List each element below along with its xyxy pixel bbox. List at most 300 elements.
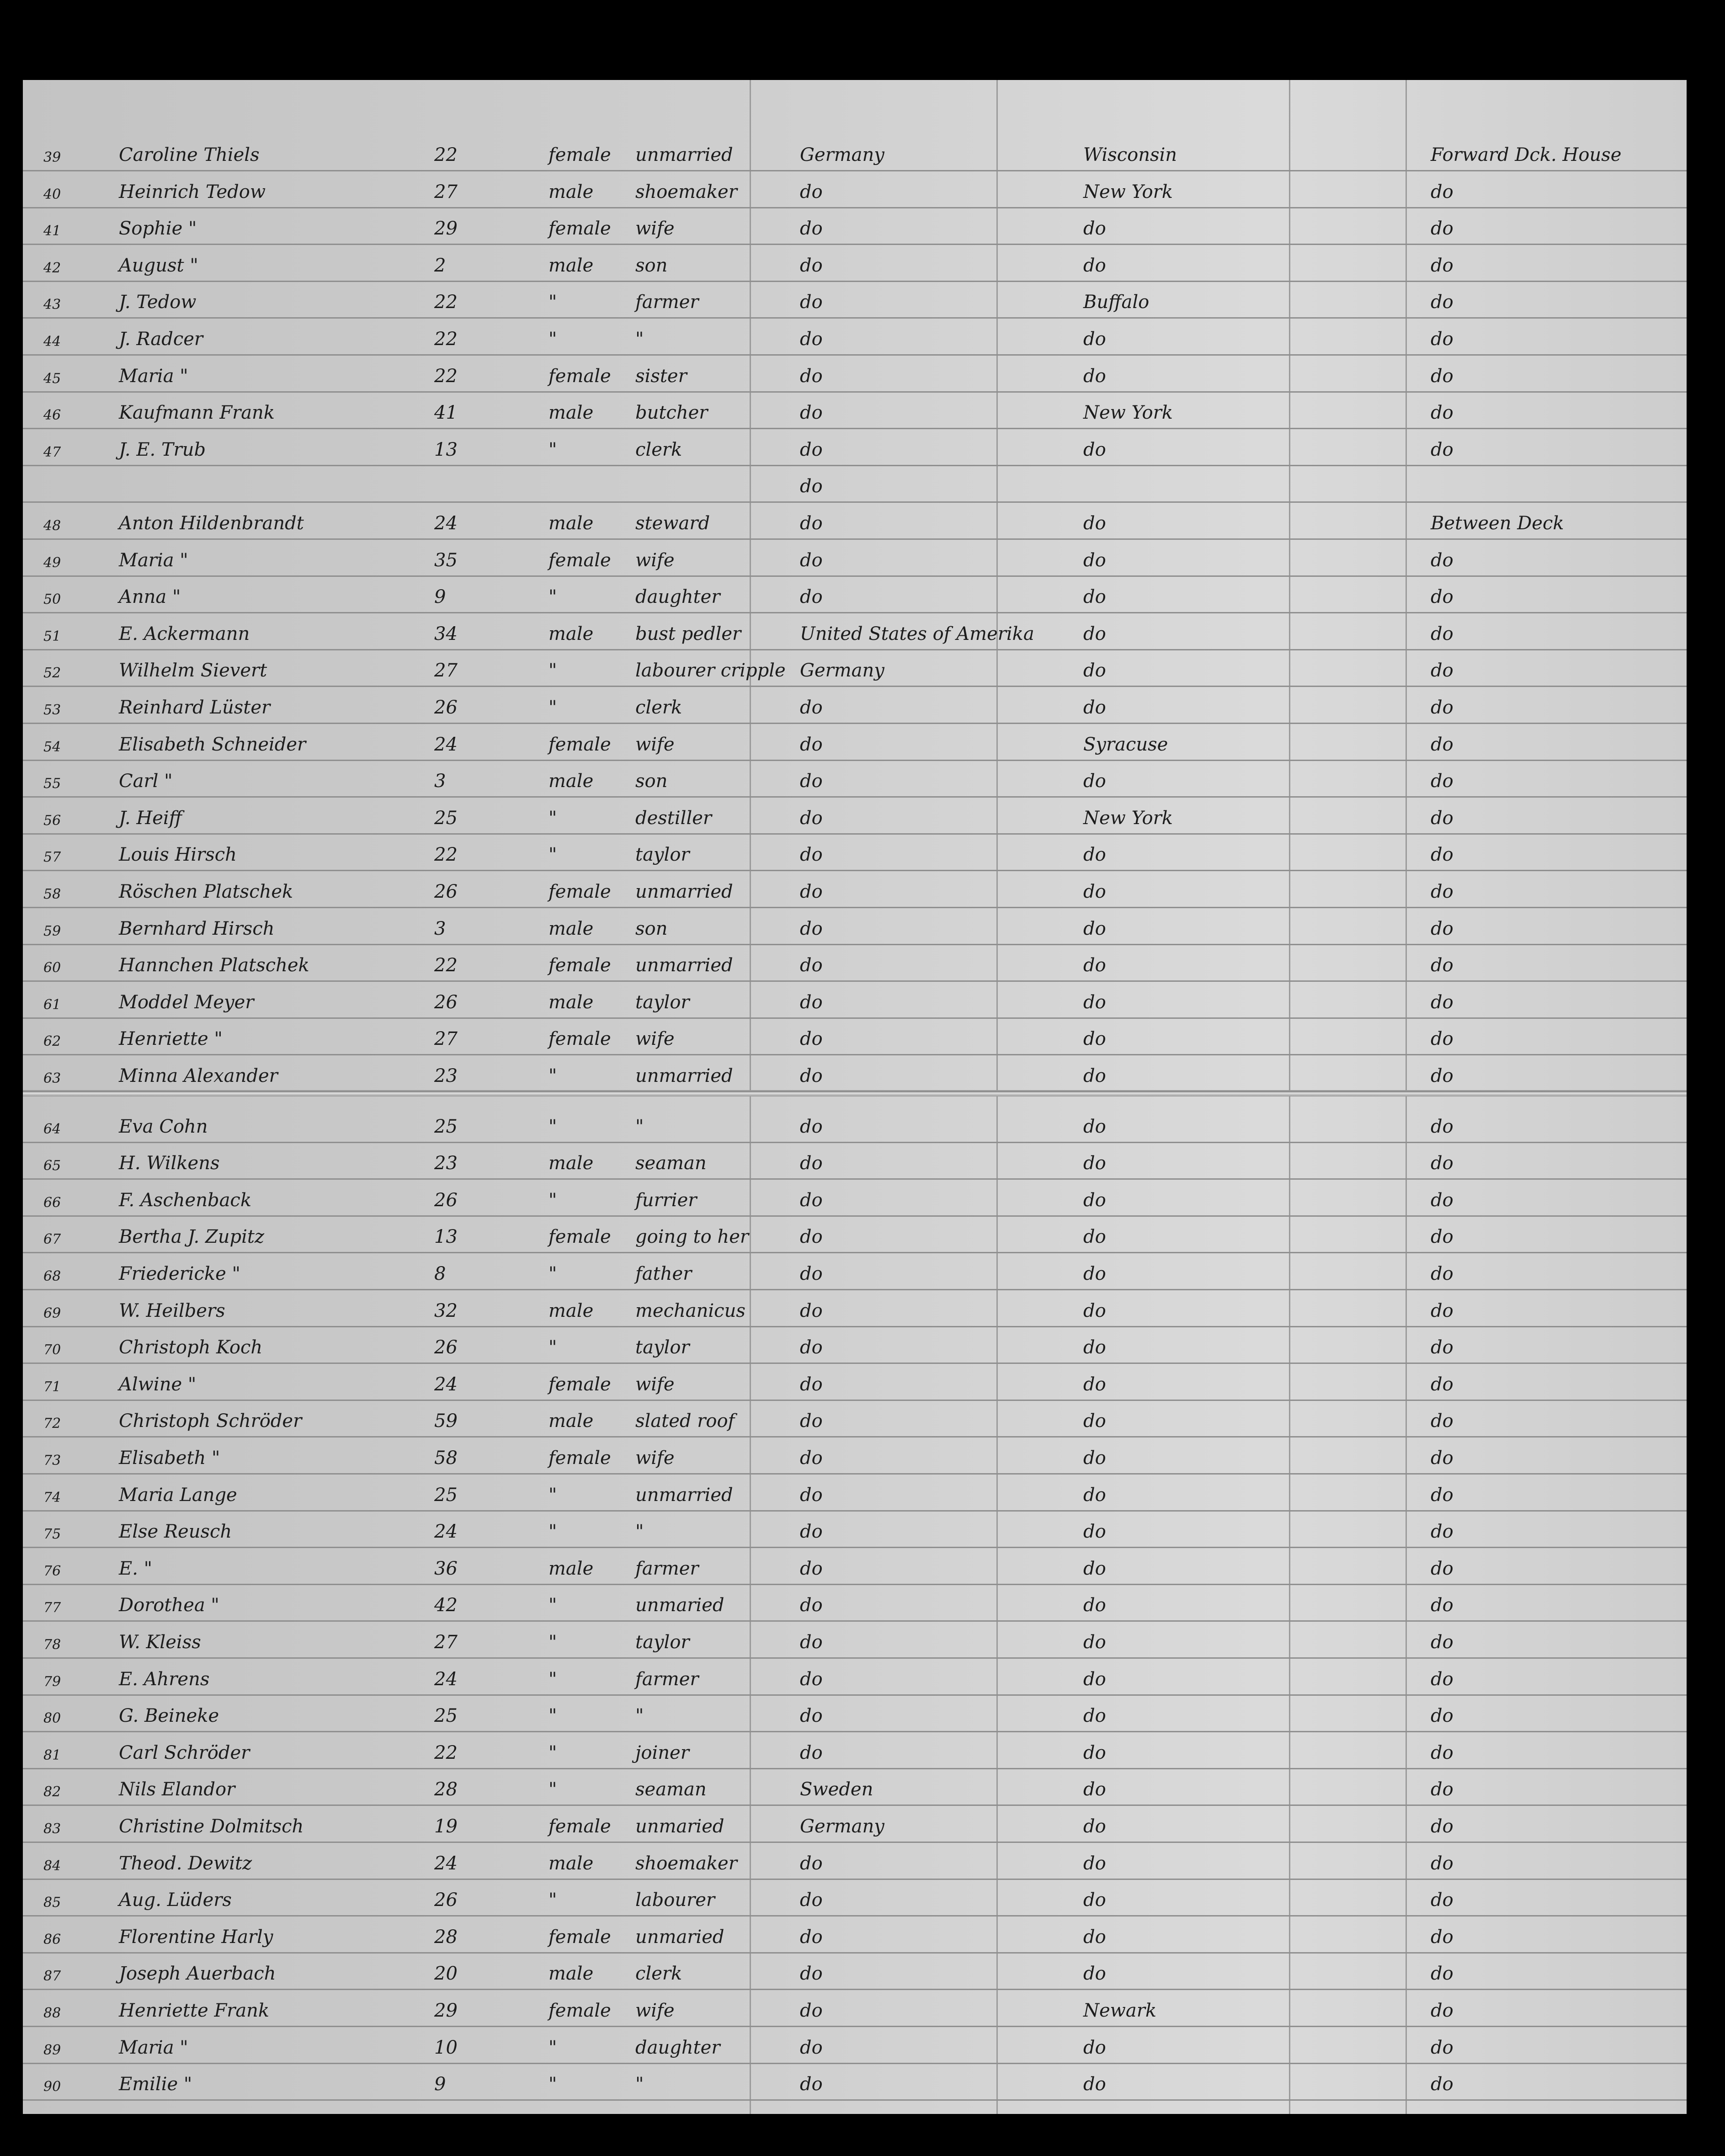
cell-age: 24: [434, 513, 458, 534]
table-row: [23, 1438, 1687, 1475]
cell-cty: do: [800, 1263, 823, 1284]
cell-n: 68: [43, 1268, 61, 1284]
cell-age: 19: [434, 1816, 458, 1837]
cell-dest: do: [1083, 1189, 1106, 1211]
cell-deck: do: [1431, 1337, 1453, 1358]
cell-n: 72: [43, 1416, 61, 1432]
cell-dest: Syracuse: [1083, 734, 1168, 755]
cell-dest: do: [1083, 1595, 1106, 1616]
cell-occ: steward: [635, 513, 710, 534]
cell-age: 8: [434, 1263, 446, 1284]
cell-occ: shoemaker: [635, 1853, 737, 1874]
cell-cty: do: [800, 2074, 823, 2095]
cell-age: 32: [434, 1300, 458, 1321]
cell-sex: ": [548, 1065, 557, 1086]
cell-n: 82: [43, 1784, 61, 1800]
cell-sex: ": [548, 1668, 557, 1690]
table-row: [23, 1475, 1687, 1512]
cell-occ: shoemaker: [635, 181, 737, 202]
cell-deck: do: [1431, 1963, 1453, 1985]
cell-dest: do: [1083, 1263, 1106, 1284]
table-row: [23, 245, 1687, 282]
cell-occ: slated roof: [635, 1411, 735, 1432]
cell-sex: ": [548, 292, 557, 313]
cell-name: August ": [119, 255, 198, 276]
cell-sex: male: [548, 918, 594, 939]
cell-age: 27: [434, 1028, 458, 1050]
table-row: [23, 135, 1687, 171]
cell-sex: male: [548, 255, 594, 276]
cell-dest: do: [1083, 1816, 1106, 1837]
cell-n: 60: [43, 960, 61, 976]
cell-deck: do: [1431, 881, 1453, 902]
cell-age: 59: [434, 1411, 458, 1432]
cell-deck: do: [1431, 1742, 1453, 1763]
cell-dest: do: [1083, 1853, 1106, 1874]
cell-deck: do: [1431, 1300, 1453, 1321]
cell-deck: do: [1431, 1668, 1453, 1690]
cell-name: Henriette Frank: [119, 2000, 270, 2021]
cell-deck: do: [1431, 844, 1453, 866]
cell-deck: Between Deck: [1431, 513, 1564, 534]
cell-name: E. Ackermann: [119, 623, 250, 644]
cell-cty: do: [800, 697, 823, 718]
cell-n: 74: [43, 1489, 61, 1506]
cell-name: Bernhard Hirsch: [119, 918, 275, 939]
cell-deck: do: [1431, 1263, 1453, 1284]
cell-dest: Buffalo: [1083, 292, 1150, 313]
cell-deck: do: [1431, 2074, 1453, 2095]
cell-n: 56: [43, 812, 61, 829]
cell-n: 54: [43, 739, 61, 755]
cell-n: 46: [43, 407, 61, 424]
cell-cty: do: [800, 476, 823, 497]
cell-sex: ": [548, 1521, 557, 1543]
table-row: [23, 798, 1687, 835]
cell-occ: farmer: [635, 1558, 699, 1579]
cell-cty: do: [800, 1448, 823, 1469]
cell-occ: going to her: [635, 1226, 749, 1248]
cell-age: 41: [434, 402, 458, 424]
cell-cty: Germany: [800, 1816, 884, 1837]
cell-name: E. Ahrens: [119, 1668, 210, 1690]
cell-n: 69: [43, 1305, 61, 1321]
cell-dest: do: [1083, 771, 1106, 792]
cell-deck: do: [1431, 1373, 1453, 1395]
cell-name: Minna Alexander: [119, 1065, 278, 1086]
table-row: [23, 540, 1687, 577]
cell-deck: do: [1431, 1926, 1453, 1948]
cell-name: F. Aschenback: [119, 1189, 252, 1211]
cell-deck: do: [1431, 918, 1453, 939]
cell-occ: wife: [635, 2000, 675, 2021]
cell-n: 89: [43, 2042, 61, 2058]
cell-name: Emilie ": [119, 2074, 192, 2095]
cell-age: 25: [434, 807, 458, 829]
cell-age: 23: [434, 1153, 458, 1174]
cell-dest: do: [1083, 218, 1106, 240]
cell-age: 22: [434, 365, 458, 387]
cell-deck: do: [1431, 549, 1453, 571]
cell-age: 27: [434, 1632, 458, 1653]
cell-name: Maria Lange: [119, 1484, 237, 1506]
cell-age: 2: [434, 255, 446, 276]
cell-sex: male: [548, 402, 594, 424]
table-row: [23, 1585, 1687, 1622]
table-row: [23, 356, 1687, 393]
cell-age: 22: [434, 844, 458, 866]
table-row: [23, 1659, 1687, 1696]
cell-cty: do: [800, 1300, 823, 1321]
cell-cty: do: [800, 292, 823, 313]
cell-n: 62: [43, 1033, 61, 1050]
cell-deck: do: [1431, 1153, 1453, 1174]
cell-dest: Newark: [1083, 2000, 1157, 2021]
cell-age: 24: [434, 734, 458, 755]
cell-deck: do: [1431, 586, 1453, 608]
cell-deck: do: [1431, 1595, 1453, 1616]
table-row: [23, 1769, 1687, 1806]
cell-dest: New York: [1083, 807, 1173, 829]
cell-sex: female: [548, 1373, 611, 1395]
cell-dest: do: [1083, 1448, 1106, 1469]
cell-cty: do: [800, 586, 823, 608]
cell-deck: do: [1431, 660, 1453, 681]
cell-sex: male: [548, 771, 594, 792]
cell-cty: do: [800, 844, 823, 866]
cell-deck: do: [1431, 1521, 1453, 1543]
cell-deck: do: [1431, 1116, 1453, 1137]
cell-n: 87: [43, 1968, 61, 1985]
cell-age: 29: [434, 218, 458, 240]
table-row: [23, 1107, 1687, 1143]
cell-sex: ": [548, 1263, 557, 1284]
cell-name: Friedericke ": [119, 1263, 240, 1284]
cell-name: E. ": [119, 1558, 153, 1579]
cell-occ: wife: [635, 549, 675, 571]
cell-sex: male: [548, 181, 594, 202]
cell-name: Joseph Auerbach: [119, 1963, 276, 1985]
cell-name: J. Radcer: [119, 329, 203, 350]
cell-name: Elisabeth ": [119, 1448, 220, 1469]
cell-n: 50: [43, 591, 61, 608]
cell-dest: do: [1083, 1705, 1106, 1727]
cell-name: Anton Hildenbrandt: [119, 513, 304, 534]
cell-sex: female: [548, 1816, 611, 1837]
table-row: [23, 614, 1687, 650]
table-row: [23, 1843, 1687, 1880]
table-row: [23, 1917, 1687, 1954]
cell-cty: do: [800, 955, 823, 976]
table-row: [23, 724, 1687, 761]
cell-dest: do: [1083, 1632, 1106, 1653]
cell-sex: female: [548, 144, 611, 165]
cell-dest: do: [1083, 1226, 1106, 1248]
cell-deck: do: [1431, 1411, 1453, 1432]
cell-n: 81: [43, 1747, 61, 1763]
cell-cty: Germany: [800, 144, 884, 165]
cell-age: 26: [434, 697, 458, 718]
cell-n: 44: [43, 334, 61, 350]
cell-dest: do: [1083, 1963, 1106, 1985]
cell-age: 24: [434, 1373, 458, 1395]
cell-occ: taylor: [635, 844, 690, 866]
cell-sex: ": [548, 1595, 557, 1616]
cell-sex: female: [548, 955, 611, 976]
cell-dest: do: [1083, 881, 1106, 902]
table-row: [23, 1364, 1687, 1401]
cell-sex: female: [548, 365, 611, 387]
cell-sex: female: [548, 1028, 611, 1050]
cell-occ: ": [635, 329, 644, 350]
cell-age: 26: [434, 1890, 458, 1911]
cell-name: Carl Schröder: [119, 1742, 250, 1763]
cell-dest: do: [1083, 844, 1106, 866]
table-row: [23, 577, 1687, 613]
cell-deck: do: [1431, 1705, 1453, 1727]
cell-cty: do: [800, 1853, 823, 1874]
cell-deck: do: [1431, 365, 1453, 387]
cell-n: 53: [43, 702, 61, 718]
table-row: [23, 393, 1687, 429]
cell-age: 29: [434, 2000, 458, 2021]
cell-sex: ": [548, 2074, 557, 2095]
table-row: [23, 1056, 1687, 1092]
table-row: [23, 982, 1687, 1019]
cell-cty: do: [800, 2000, 823, 2021]
cell-occ: butcher: [635, 402, 708, 424]
cell-occ: ": [635, 1116, 644, 1137]
cell-dest: do: [1083, 439, 1106, 460]
cell-name: Caroline Thiels: [119, 144, 260, 165]
cell-age: 25: [434, 1705, 458, 1727]
cell-occ: farmer: [635, 292, 699, 313]
table-row: [23, 503, 1687, 540]
cell-cty: do: [800, 402, 823, 424]
cell-n: 90: [43, 2079, 61, 2095]
table-row: [23, 1954, 1687, 1990]
table-row: [23, 1806, 1687, 1843]
cell-age: 13: [434, 1226, 458, 1248]
cell-deck: do: [1431, 771, 1453, 792]
cell-name: Henriette ": [119, 1028, 223, 1050]
cell-dest: do: [1083, 549, 1106, 571]
cell-occ: ": [635, 1521, 644, 1543]
cell-n: 85: [43, 1895, 61, 1911]
cell-occ: mechanicus: [635, 1300, 745, 1321]
cell-age: 28: [434, 1926, 458, 1948]
cell-age: 24: [434, 1853, 458, 1874]
cell-name: Else Reusch: [119, 1521, 232, 1543]
cell-dest: do: [1083, 2074, 1106, 2095]
table-row: [23, 835, 1687, 871]
table-row: [23, 1327, 1687, 1364]
cell-deck: do: [1431, 292, 1453, 313]
cell-dest: do: [1083, 1065, 1106, 1086]
cell-cty: do: [800, 329, 823, 350]
cell-deck: do: [1431, 1558, 1453, 1579]
cell-sex: male: [548, 623, 594, 644]
cell-sex: female: [548, 2000, 611, 2021]
cell-name: Dorothea ": [119, 1595, 219, 1616]
cell-occ: wife: [635, 218, 675, 240]
cell-n: 64: [43, 1121, 61, 1137]
cell-name: Hannchen Platschek: [119, 955, 309, 976]
table-row: [23, 1019, 1687, 1055]
cell-n: 76: [43, 1563, 61, 1579]
cell-age: 27: [434, 181, 458, 202]
table-row: [23, 872, 1687, 908]
cell-sex: female: [548, 1448, 611, 1469]
cell-name: Anna ": [119, 586, 181, 608]
cell-dest: do: [1083, 2037, 1106, 2058]
cell-occ: sister: [635, 365, 687, 387]
cell-n: 58: [43, 886, 61, 902]
cell-n: 83: [43, 1821, 61, 1837]
cell-occ: bust pedler: [635, 623, 741, 644]
cell-cty: do: [800, 1521, 823, 1543]
cell-dest: do: [1083, 255, 1106, 276]
cell-n: 43: [43, 297, 61, 313]
cell-age: 22: [434, 329, 458, 350]
table-row: [23, 172, 1687, 208]
cell-occ: son: [635, 255, 668, 276]
cell-occ: taylor: [635, 1337, 690, 1358]
cell-name: Florentine Harly: [119, 1926, 273, 1948]
cell-age: 25: [434, 1116, 458, 1137]
cell-cty: do: [800, 1116, 823, 1137]
cell-name: Moddel Meyer: [119, 991, 254, 1013]
cell-n: 42: [43, 260, 61, 276]
cell-name: H. Wilkens: [119, 1153, 220, 1174]
table-row: [23, 2064, 1687, 2101]
cell-name: Nils Elandor: [119, 1779, 235, 1800]
cell-deck: do: [1431, 1632, 1453, 1653]
cell-sex: ": [548, 1484, 557, 1506]
cell-deck: do: [1431, 1484, 1453, 1506]
table-row: [23, 1180, 1687, 1217]
cell-name: J. Tedow: [119, 292, 197, 313]
cell-sex: female: [548, 1926, 611, 1948]
cell-age: 24: [434, 1668, 458, 1690]
cell-name: Louis Hirsch: [119, 844, 237, 866]
cell-deck: do: [1431, 439, 1453, 460]
cell-cty: do: [800, 1668, 823, 1690]
cell-cty: do: [800, 439, 823, 460]
cell-cty: do: [800, 991, 823, 1013]
cell-dest: New York: [1083, 402, 1173, 424]
cell-deck: do: [1431, 255, 1453, 276]
cell-age: 9: [434, 586, 446, 608]
cell-n: 57: [43, 849, 61, 866]
cell-occ: seaman: [635, 1779, 707, 1800]
cell-sex: ": [548, 697, 557, 718]
cell-occ: unmarried: [635, 881, 733, 902]
cell-occ: unmaried: [635, 1926, 724, 1948]
cell-name: Heinrich Tedow: [119, 181, 266, 202]
cell-n: 73: [43, 1453, 61, 1469]
cell-dest: do: [1083, 1742, 1106, 1763]
table-row: [23, 1401, 1687, 1437]
cell-cty: do: [800, 1373, 823, 1395]
cell-age: 36: [434, 1558, 458, 1579]
cell-dest: New York: [1083, 181, 1173, 202]
cell-occ: farmer: [635, 1668, 699, 1690]
cell-cty: do: [800, 1705, 823, 1727]
table-row: [23, 1512, 1687, 1548]
cell-occ: unmaried: [635, 1816, 724, 1837]
cell-deck: do: [1431, 1065, 1453, 1086]
cell-cty: do: [800, 1226, 823, 1248]
cell-deck: do: [1431, 1853, 1453, 1874]
cell-n: 61: [43, 996, 61, 1013]
cell-age: 22: [434, 144, 458, 165]
cell-n: 48: [43, 518, 61, 534]
cell-sex: ": [548, 439, 557, 460]
cell-dest: do: [1083, 513, 1106, 534]
cell-age: 26: [434, 991, 458, 1013]
cell-cty: do: [800, 734, 823, 755]
cell-dest: do: [1083, 1373, 1106, 1395]
cell-deck: do: [1431, 218, 1453, 240]
cell-cty: do: [800, 807, 823, 829]
cell-sex: male: [548, 1558, 594, 1579]
cell-n: 39: [43, 149, 61, 165]
cell-deck: do: [1431, 1028, 1453, 1050]
table-row: [23, 208, 1687, 245]
cell-deck: do: [1431, 991, 1453, 1013]
cell-age: 3: [434, 918, 446, 939]
cell-cty: do: [800, 1337, 823, 1358]
manifest-page: [23, 80, 1687, 2114]
cell-age: 35: [434, 549, 458, 571]
cell-cty: do: [800, 881, 823, 902]
cell-name: Alwine ": [119, 1373, 197, 1395]
cell-age: 10: [434, 2037, 458, 2058]
cell-deck: do: [1431, 697, 1453, 718]
cell-n: 84: [43, 1858, 61, 1874]
cell-cty: do: [800, 1595, 823, 1616]
cell-cty: do: [800, 1926, 823, 1948]
cell-sex: ": [548, 1779, 557, 1800]
cell-name: Wilhelm Sievert: [119, 660, 267, 681]
cell-name: Elisabeth Schneider: [119, 734, 306, 755]
cell-n: 49: [43, 554, 61, 571]
cell-cty: do: [800, 1963, 823, 1985]
table-row: [23, 1880, 1687, 1916]
cell-name: Christoph Koch: [119, 1337, 263, 1358]
cell-dest: do: [1083, 1153, 1106, 1174]
cell-sex: ": [548, 1632, 557, 1653]
cell-name: J. Heiff: [119, 807, 182, 829]
cell-age: 34: [434, 623, 458, 644]
cell-dest: do: [1083, 1116, 1106, 1137]
cell-dest: Wisconsin: [1083, 144, 1177, 165]
cell-dest: do: [1083, 1668, 1106, 1690]
cell-cty: do: [800, 1632, 823, 1653]
cell-cty: do: [800, 549, 823, 571]
cell-sex: female: [548, 734, 611, 755]
cell-sex: ": [548, 329, 557, 350]
cell-name: Kaufmann Frank: [119, 402, 275, 424]
table-row: [23, 945, 1687, 982]
cell-n: 78: [43, 1637, 61, 1653]
cell-sex: ": [548, 2037, 557, 2058]
cell-cty: do: [800, 918, 823, 939]
cell-sex: male: [548, 1853, 594, 1874]
cell-age: 23: [434, 1065, 458, 1086]
cell-deck: do: [1431, 1816, 1453, 1837]
